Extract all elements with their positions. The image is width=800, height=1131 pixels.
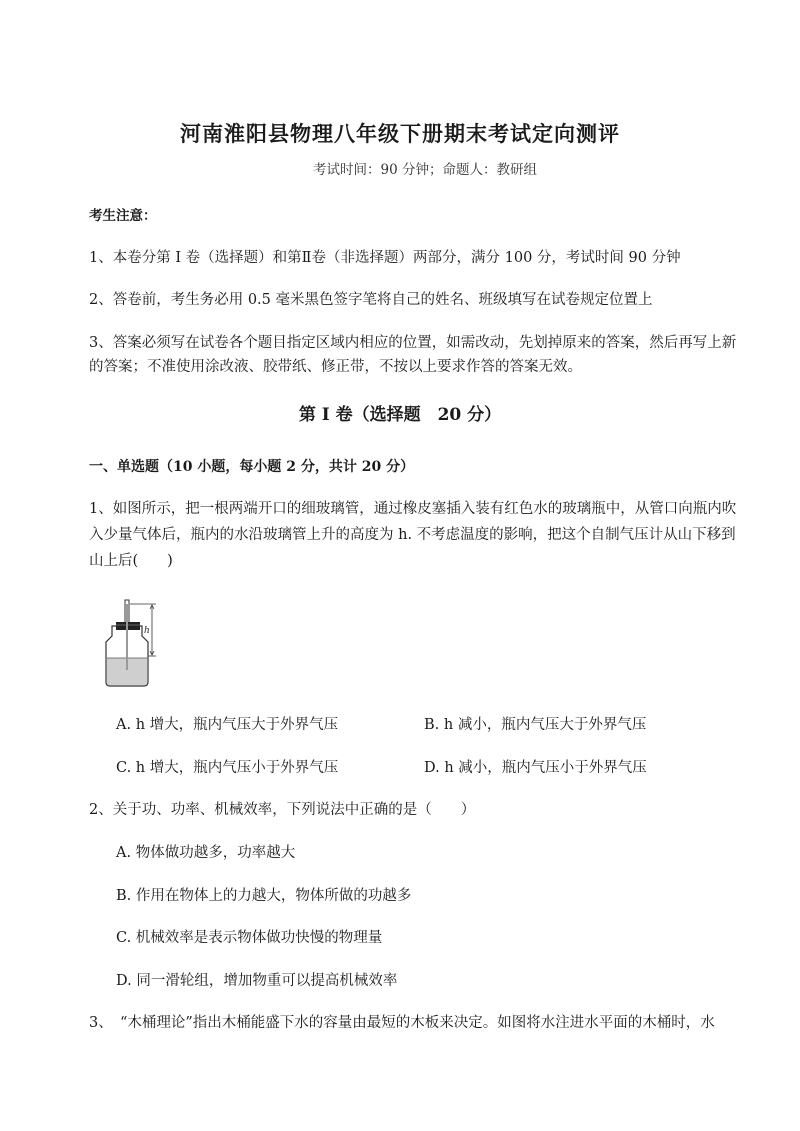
exam-info: 考试时间：90 分钟；命题人：教研组 — [313, 162, 537, 178]
notice-item-1: 1、本卷分第 I 卷（选择题）和第Ⅱ卷（非选择题）两部分，满分 100 分，考试时间 90 分钟 — [89, 250, 681, 266]
section-title: 第 I 卷（选择题 20 分） — [298, 405, 502, 425]
question-2-option-c: C. 机械效率是表示物体做功快慢的物理量 — [116, 930, 383, 946]
part-heading: 一、单选题（10 小题，每小题 2 分，共计 20 分） — [89, 459, 415, 475]
question-1-option-a: A. h 增大，瓶内气压大于外界气压 — [116, 717, 339, 733]
question-2-option-d: D. 同一滑轮组，增加物重可以提高机械效率 — [116, 973, 398, 989]
barometer-figure — [98, 596, 168, 688]
question-2-option-a: A. 物体做功越多，功率越大 — [116, 845, 296, 861]
question-2-option-b: B. 作用在物体上的力越大，物体所做的功越多 — [116, 888, 412, 904]
notice-item-2: 2、答卷前，考生务必用 0.5 毫米黑色签字笔将自己的姓名、班级填写在试卷规定位置上 — [89, 292, 653, 308]
question-1-line-1: 1、如图所示，把一根两端开口的细玻璃管，通过橡皮塞插入装有红色水的玻璃瓶中，从管口向瓶内吹 — [89, 501, 737, 517]
question-2-stem: 2、关于功、功率、机械效率，下列说法中正确的是（ ） — [89, 802, 476, 818]
question-3-line-1: 3、 “木桶理论”指出木桶能盛下水的容量由最短的木板来决定。如图将水注进水平面的木桶时，水 — [89, 1015, 715, 1031]
question-1-option-c: C. h 增大，瓶内气压小于外界气压 — [116, 760, 339, 776]
figure-h-label: h — [144, 626, 150, 636]
question-1-option-b: B. h 减小，瓶内气压大于外界气压 — [424, 717, 647, 733]
notice-item-3-line-1: 3、答案必须写在试卷各个题目指定区域内相应的位置，如需改动，先划掉原来的答案，然后再写上新 — [89, 335, 737, 351]
notice-item-3-line-2: 的答案；不准使用涂改液、胶带纸、修正带，不按以上要求作答的答案无效。 — [89, 359, 582, 375]
question-1-line-2: 入少量气体后，瓶内的水沿玻璃管上升的高度为 h. 不考虑温度的影响，把这个自制气压计从山下移到 — [89, 527, 736, 543]
page-title: 河南淮阳县物理八年级下册期末考试定向测评 — [180, 121, 620, 146]
question-1-line-3: 山上后( ) — [89, 553, 173, 569]
notice-heading: 考生注意： — [89, 208, 157, 224]
question-1-option-d: D. h 减小，瓶内气压小于外界气压 — [424, 760, 647, 776]
